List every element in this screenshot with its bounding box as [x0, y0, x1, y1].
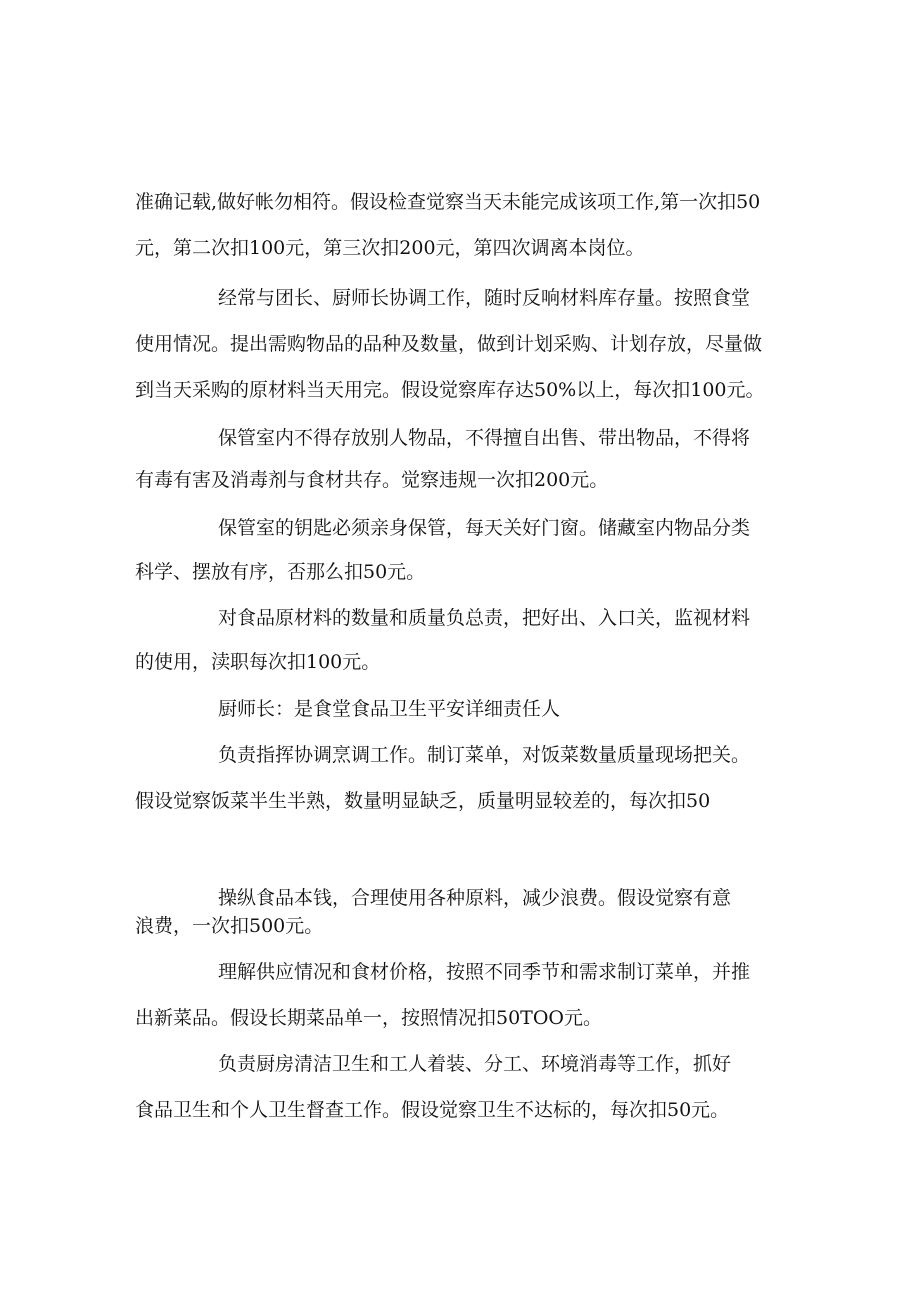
- text-line: 假设觉察饭菜半生半熟，数量明显缺乏，质量明显较差的，每次扣50: [135, 790, 711, 812]
- text-line: 浪费，一次扣500元。: [135, 915, 324, 937]
- text-line: 负责指挥协调烹调工作。制订菜单，对饭菜数量质量现场把关。: [218, 744, 751, 766]
- text-line: 元，第二次扣100元，第三次扣200元，第四次调离本岗位。: [135, 237, 645, 259]
- text-line: 厨师长：是食堂食品卫生平安详细责任人: [218, 698, 561, 720]
- text-line: 理解供应情况和食材价格，按照不同季节和需求制订菜单，并推: [218, 961, 751, 983]
- text-line: 经常与团长、厨师长协调工作，随时反响材料库存量。按照食堂: [218, 287, 751, 309]
- text-line: 科学、摆放有序，否那么扣50元。: [135, 561, 426, 583]
- text-line: 有毒有害及消毒剂与食材共存。觉察违规一次扣200元。: [135, 469, 609, 491]
- text-line: 到当天采购的原材料当天用完。假设觉察库存达50%以上，每次扣100元。: [135, 379, 765, 401]
- text-line: 出新菜品。假设长期菜品单一，按照情况扣50TOO元。: [135, 1007, 603, 1029]
- text-line: 操纵食品本钱，合理使用各种原料，减少浪费。假设觉察有意: [218, 887, 732, 909]
- text-line: 对食品原材料的数量和质量负总责，把好出、入口关，监视材料: [218, 607, 751, 629]
- text-line: 保管室内不得存放别人物品，不得擅自出售、带出物品，不得将: [218, 427, 751, 449]
- text-line: 准确记载,做好帐勿相符。假设检查觉察当天未能完成该项工作,第一次扣50: [135, 191, 761, 213]
- text-line: 保管室的钥匙必须亲身保管，每天关好门窗。储藏室内物品分类: [218, 517, 751, 539]
- text-line: 食品卫生和个人卫生督查工作。假设觉察卫生不达标的，每次扣50元。: [135, 1099, 730, 1121]
- text-line: 使用情况。提出需购物品的品种及数量，做到计划采购、计划存放，尽量做: [135, 333, 763, 355]
- text-line: 的使用，渎职每次扣100元。: [135, 651, 381, 673]
- text-line: 负责厨房清洁卫生和工人着装、分工、环境消毒等工作，抓好: [218, 1053, 732, 1075]
